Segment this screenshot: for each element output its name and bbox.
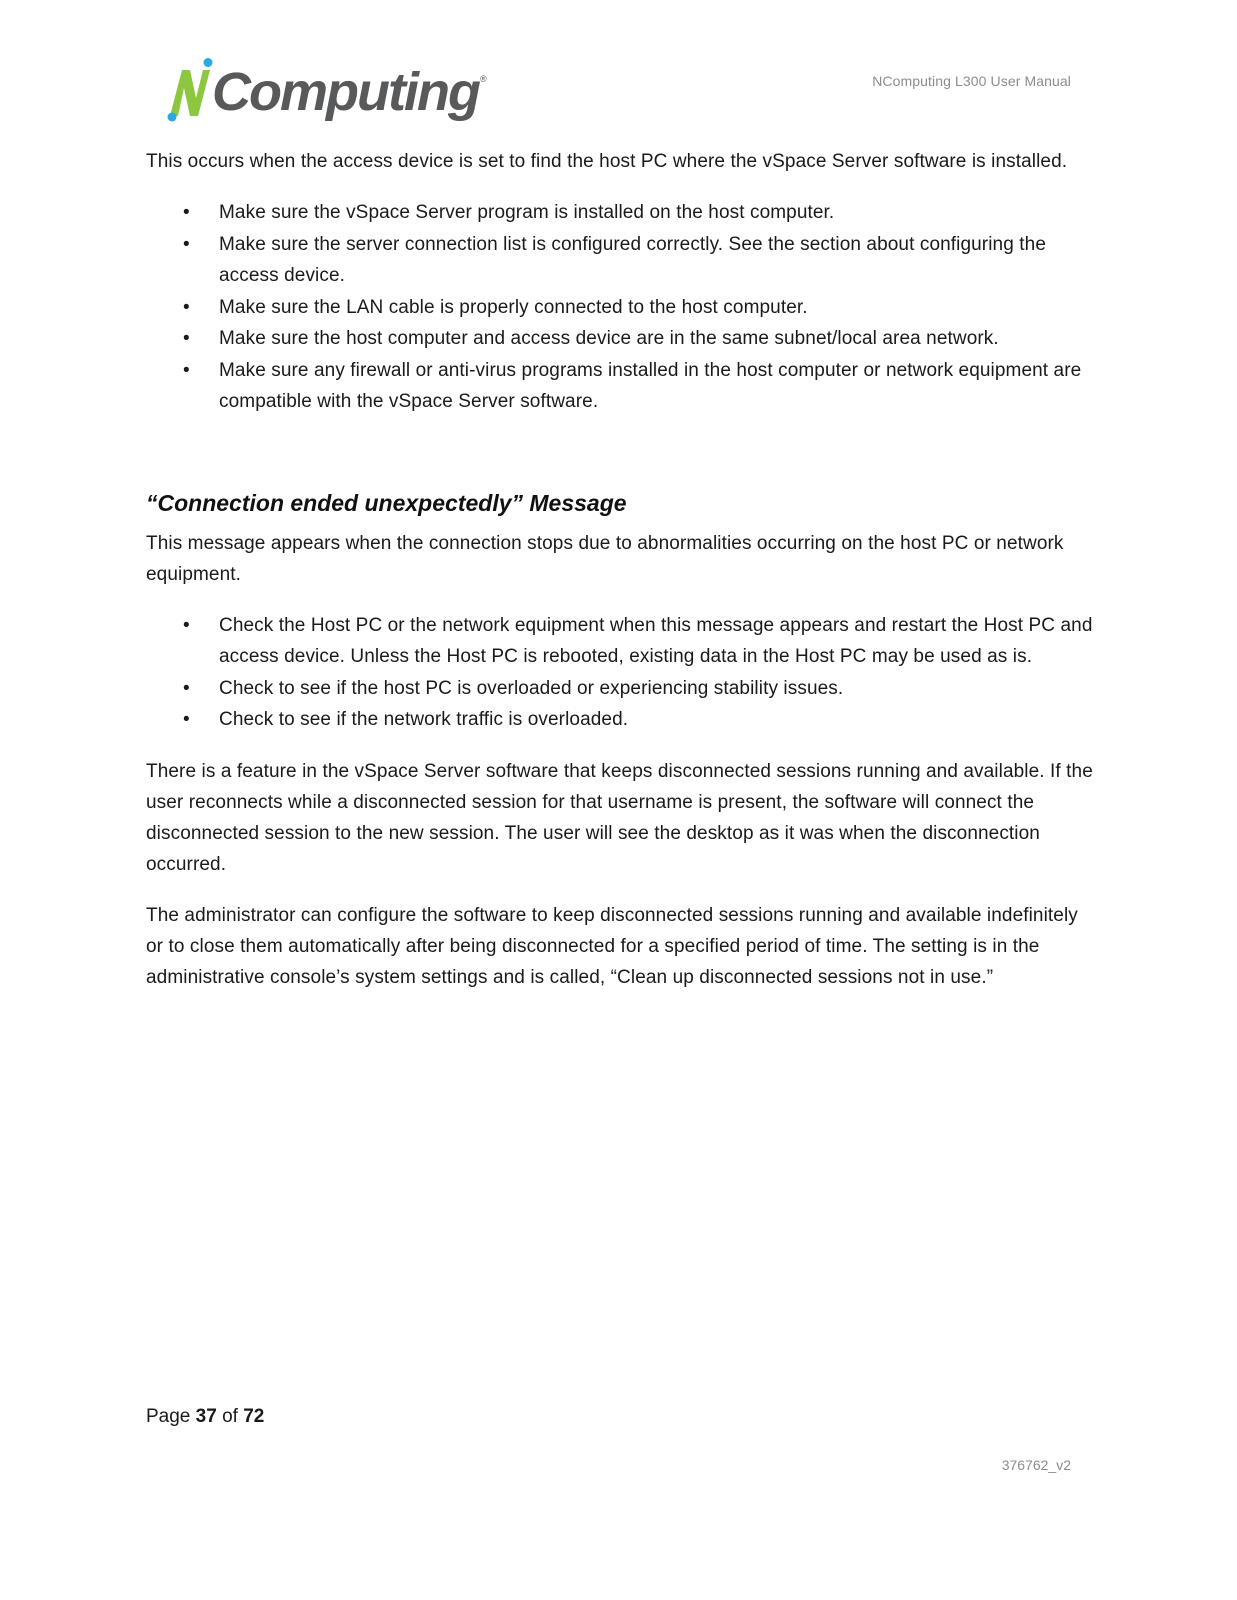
list-item: • Check the Host PC or the network equipment when this message appears and restart the Host PC and access device. Unless the Host PC is rebooted, existing data in the Host PC may be used as is.: [146, 610, 1098, 673]
document-id: 376762_v2: [1001, 1457, 1071, 1473]
ncomputing-logo-graphic: [166, 58, 496, 128]
logo-wordmark: Computing: [212, 62, 479, 122]
bullet-icon: •: [183, 296, 190, 318]
bullet-icon: •: [183, 233, 190, 255]
list-item: • Check to see if the host PC is overloaded or experiencing stability issues.: [146, 673, 1098, 705]
sessions-paragraph: There is a feature in the vSpace Server software that keeps disconnected sessions running and available. If the user reconnects while a disconnected session for that username is present, the software will connect the disconnected session to the new session. The user will see the desktop as it was when the disconnection occurred.: [146, 760, 1093, 875]
ncomputing-logo: [166, 58, 496, 128]
page-number: Page 37 of 72: [146, 1406, 265, 1427]
total-pages: 72: [243, 1406, 265, 1427]
bullet-icon: •: [183, 614, 190, 636]
bullet-icon: •: [183, 677, 190, 699]
list-item: • Make sure the server connection list is configured correctly. See the section about configuring the access device.: [146, 229, 1098, 292]
bullet-icon: •: [183, 328, 190, 349]
section-intro-paragraph: This message appears when the connection stops due to abnormalities occurring on the host PC or network equipment.: [146, 532, 1064, 585]
list-item: • Check to see if the network traffic is overloaded.: [146, 704, 1098, 736]
logo-registered-mark: ®: [480, 74, 487, 84]
section-heading: “Connection ended unexpectedly” Message: [146, 489, 627, 516]
list-item: • Make sure the LAN cable is properly connected to the host computer.: [146, 292, 1098, 324]
manual-title: NComputing L300 User Manual: [872, 73, 1071, 89]
checklist: [146, 197, 1098, 418]
bullet-icon: •: [183, 359, 190, 381]
list-item: • Make sure the vSpace Server program is installed on the host computer.: [146, 197, 1098, 229]
admin-config-paragraph: The administrator can configure the software to keep disconnected sessions running and available indefinitely or to close them automatically after being disconnected for a specified period of time. The setting is in the administrative console’s system settings and is called, “Clean up disconnected sessions not in use.”: [146, 904, 1078, 988]
bullet-icon: •: [183, 709, 190, 730]
bullet-icon: •: [183, 202, 190, 223]
logo-n-mark: [170, 70, 210, 116]
current-page: 37: [195, 1406, 217, 1427]
list-item: • Make sure any firewall or anti-virus programs installed in the host computer or network equipment are compatible with the vSpace Server software.: [146, 355, 1098, 418]
logo-dot-bottom: [168, 113, 177, 122]
intro-paragraph: This occurs when the access device is set to find the host PC where the vSpace Server software is installed.: [146, 151, 1068, 172]
page-content: [146, 146, 1098, 1013]
troubleshooting-list: [146, 610, 1098, 736]
list-item: • Make sure the host computer and access device are in the same subnet/local area network.: [146, 323, 1098, 355]
